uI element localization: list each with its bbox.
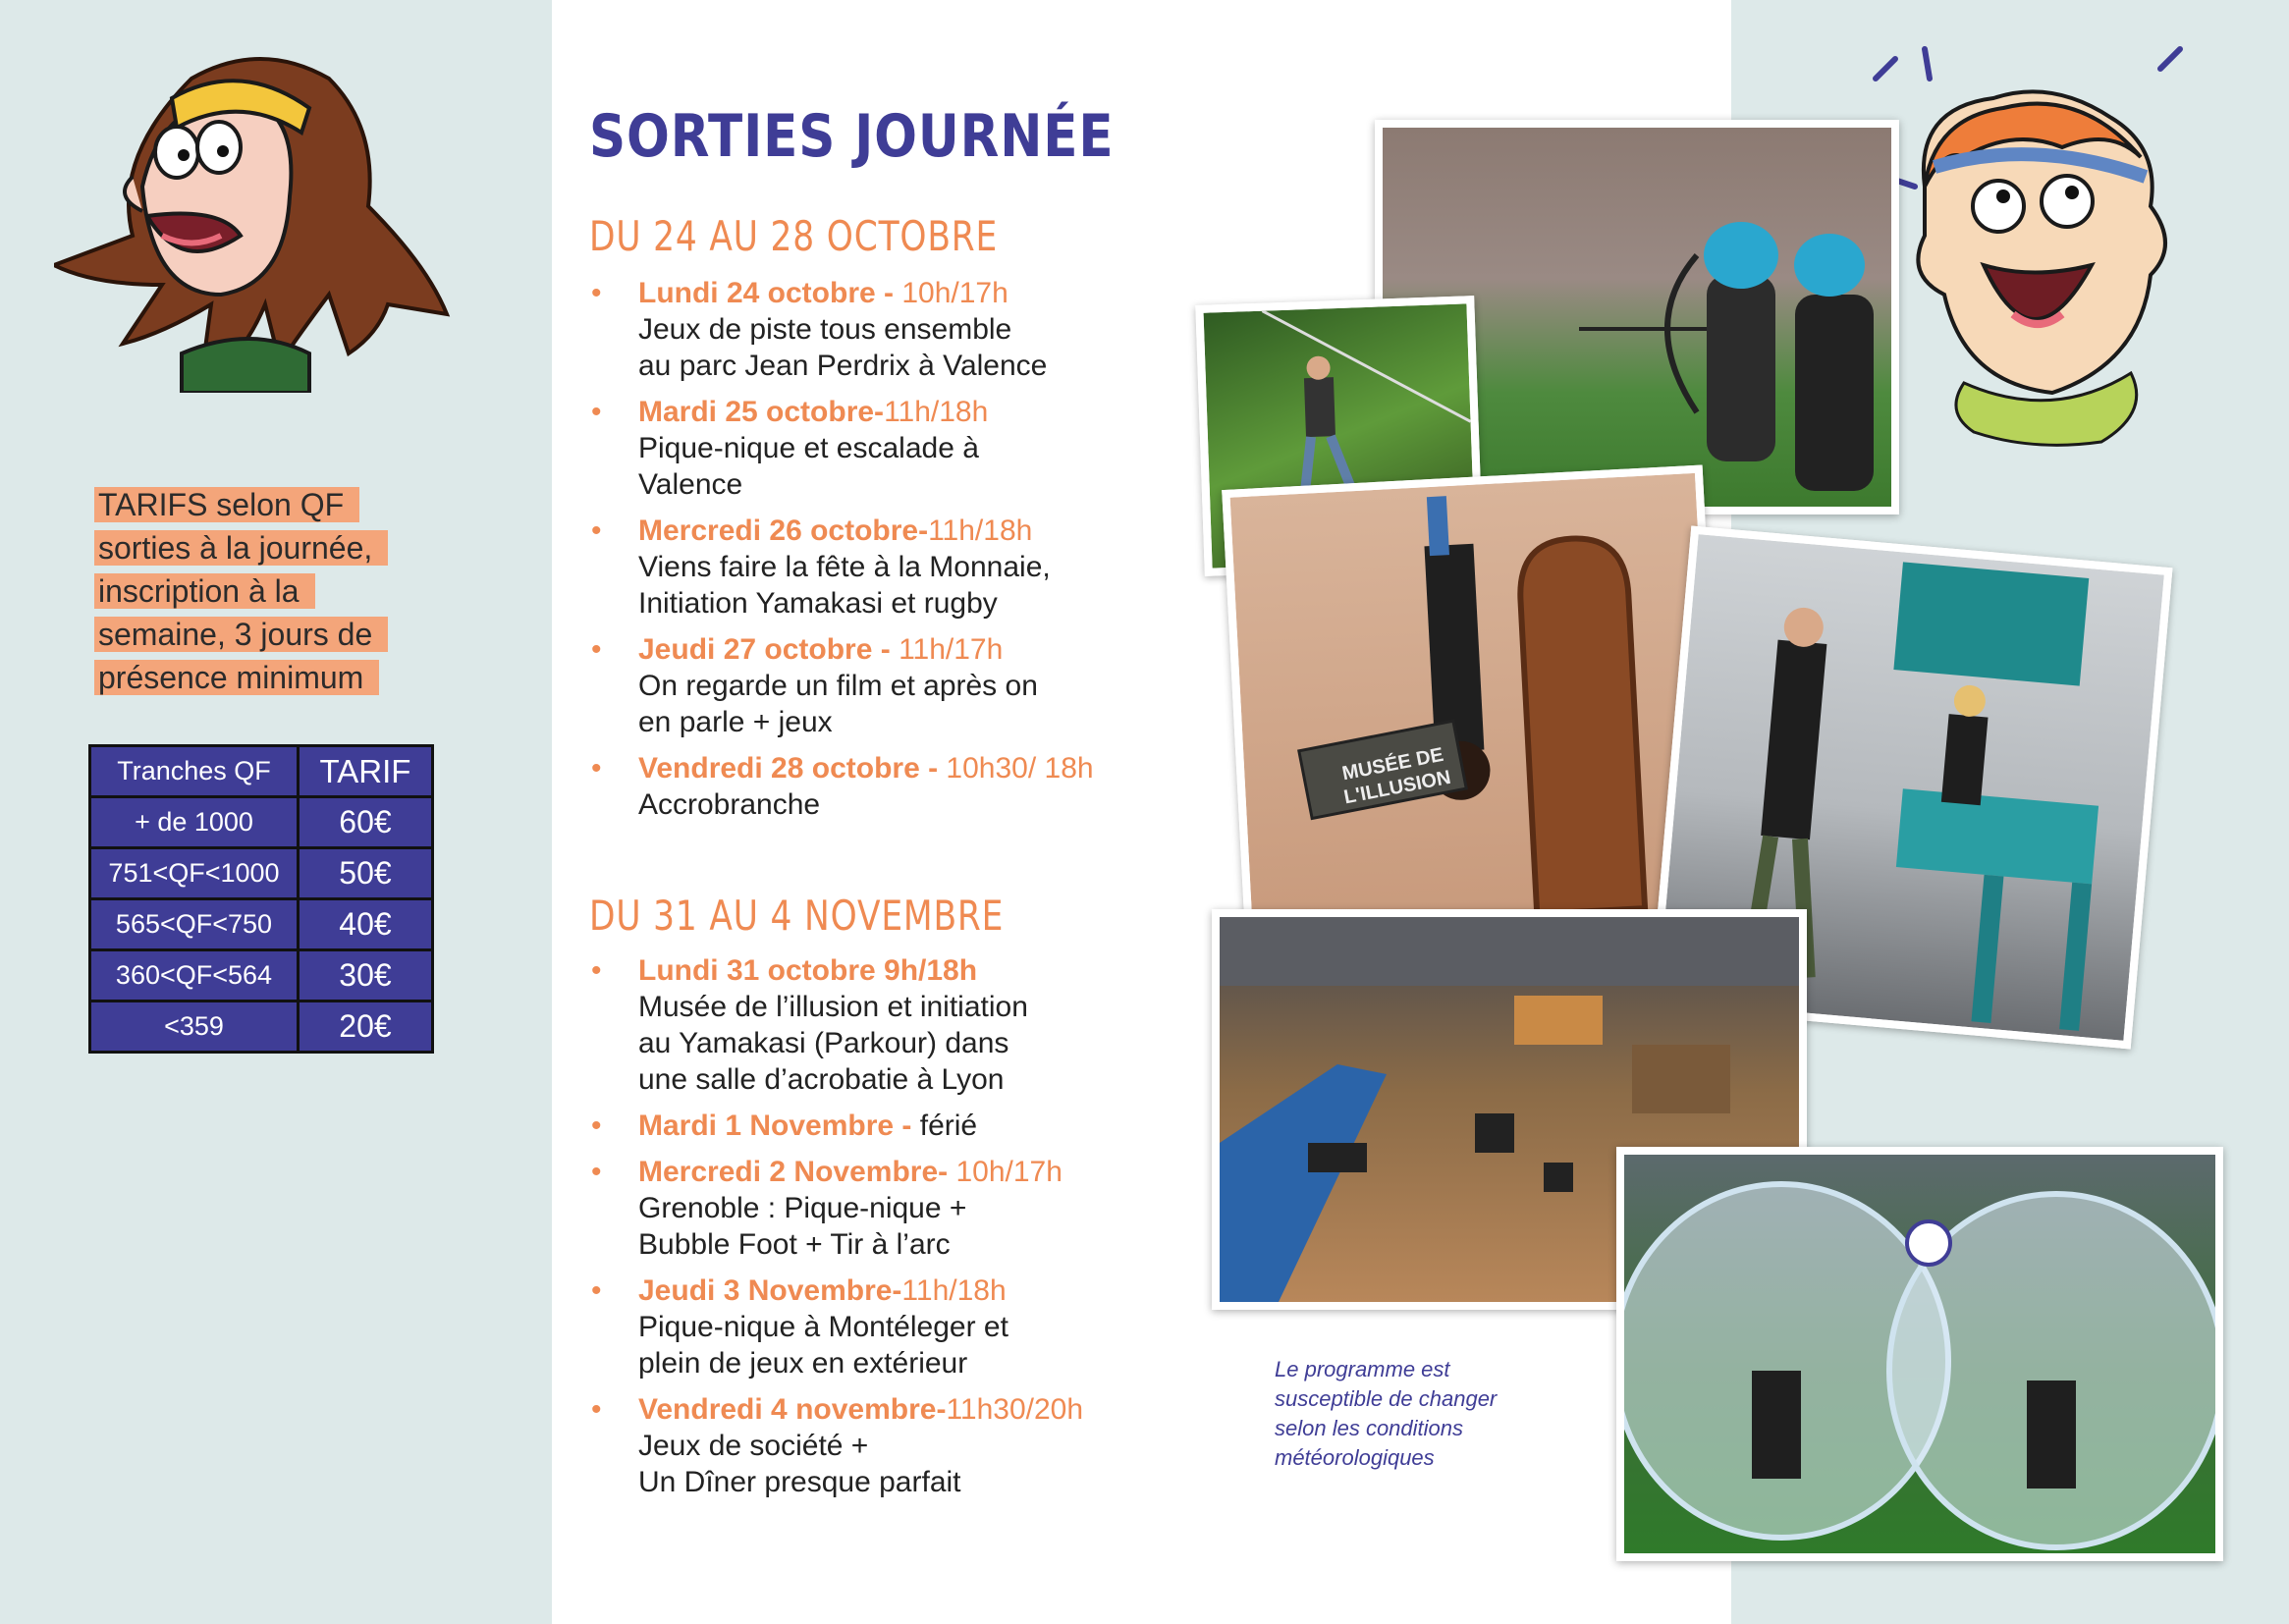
section-heading-october: DU 24 AU 28 OCTOBRE xyxy=(589,212,999,260)
table-row xyxy=(90,1001,433,1053)
event-date: Mercredi 2 Novembre- xyxy=(638,1156,949,1188)
tarifs-line: présence minimum xyxy=(94,660,379,695)
event-description: Grenoble : Pique-nique + Bubble Foot + Tir à l’arc xyxy=(638,1192,967,1261)
event-date: Lundi 24 octobre - xyxy=(638,277,895,309)
girl-avatar xyxy=(54,39,466,393)
event-description: On regarde un film et après on en parle + jeux xyxy=(638,670,1038,738)
table-header-tarif: TARIF xyxy=(299,746,433,797)
table-cell-price: 20€ xyxy=(299,1001,433,1053)
tarif-table xyxy=(88,744,434,1054)
event-description: Accrobranche xyxy=(638,788,821,821)
event-description: Musée de l’illusion et initiation au Yamakasi (Parkour) dans une salle d’acrobatie à Lyon xyxy=(638,991,1028,1096)
table-cell-price: 40€ xyxy=(299,899,433,950)
event-date: Lundi 31 octobre 9h/18h xyxy=(638,954,978,987)
list-item xyxy=(589,1272,1139,1381)
event-list-november xyxy=(589,952,1139,1500)
table-cell-price: 50€ xyxy=(299,848,433,899)
event-date: Mardi 1 Novembre - xyxy=(638,1110,912,1142)
event-list-october xyxy=(589,275,1139,823)
table-cell-tranche: 565<QF<750 xyxy=(90,899,299,950)
table-row xyxy=(90,950,433,1001)
event-time: 10h/17h xyxy=(948,1156,1063,1188)
event-description: férié xyxy=(911,1110,978,1142)
list-item xyxy=(589,1108,1139,1144)
table-header-tranches: Tranches QF xyxy=(90,746,299,797)
table-header-row xyxy=(90,746,433,797)
event-description: Viens faire la fête à la Monnaie, Initiation Yamakasi et rugby xyxy=(638,551,1051,620)
event-date: Jeudi 3 Novembre- xyxy=(638,1274,902,1307)
list-item xyxy=(589,1154,1139,1263)
list-item xyxy=(589,631,1139,740)
page-title: SORTIES JOURNÉE xyxy=(589,102,1115,171)
event-description: Jeux de société + Un Dîner presque parfait xyxy=(638,1430,961,1498)
table-cell-tranche: + de 1000 xyxy=(90,797,299,848)
table-row xyxy=(90,797,433,848)
table-cell-price: 60€ xyxy=(299,797,433,848)
tarifs-line: semaine, 3 jours de xyxy=(94,617,388,652)
event-description: Jeux de piste tous ensemble au parc Jean Perdrix à Valence xyxy=(638,313,1048,382)
event-time: 11h/18h xyxy=(928,514,1033,547)
event-date: Jeudi 27 octobre - xyxy=(638,633,891,666)
bubble-foot-photo xyxy=(1616,1147,2223,1561)
list-item xyxy=(589,275,1139,384)
tarifs-line: sorties à la journée, xyxy=(94,530,388,566)
list-item xyxy=(589,1391,1139,1500)
table-row xyxy=(90,899,433,950)
section-heading-november: DU 31 AU 4 NOVEMBRE xyxy=(589,892,1005,940)
illusion-museum-photo xyxy=(1222,464,1726,945)
event-time: 10h/17h xyxy=(894,277,1008,309)
event-time: 11h/17h xyxy=(890,633,1004,666)
table-cell-tranche: 360<QF<564 xyxy=(90,950,299,1001)
table-cell-tranche: 751<QF<1000 xyxy=(90,848,299,899)
event-date: Mardi 25 octobre- xyxy=(638,396,885,428)
table-row xyxy=(90,848,433,899)
list-item xyxy=(589,394,1139,503)
event-time: 11h/18h xyxy=(901,1274,1007,1307)
tarifs-line: inscription à la xyxy=(94,573,315,609)
tarifs-line: TARIFS selon QF xyxy=(94,487,359,522)
event-description: Pique-nique à Montéleger et plein de jeux en extérieur xyxy=(638,1311,1008,1380)
list-item xyxy=(589,750,1139,823)
table-cell-price: 30€ xyxy=(299,950,433,1001)
event-date: Vendredi 28 octobre - xyxy=(638,752,939,785)
list-item xyxy=(589,513,1139,622)
event-date: Vendredi 4 novembre- xyxy=(638,1393,947,1426)
event-time: 11h30/20h xyxy=(946,1393,1084,1426)
event-time: 10h30/ 18h xyxy=(938,752,1094,785)
boy-avatar xyxy=(1866,39,2239,452)
tarifs-note xyxy=(94,483,428,699)
event-description: Pique-nique et escalade à Valence xyxy=(638,432,979,501)
event-time: 11h/18h xyxy=(884,396,989,428)
weather-note: Le programme est susceptible de changer selon les conditions météorologiques xyxy=(1275,1357,1498,1470)
event-date: Mercredi 26 octobre- xyxy=(638,514,929,547)
museum-sign-text: MUSÉE DE L'ILLUSION xyxy=(1340,743,1453,809)
list-item xyxy=(589,952,1139,1098)
table-cell-tranche: <359 xyxy=(90,1001,299,1053)
